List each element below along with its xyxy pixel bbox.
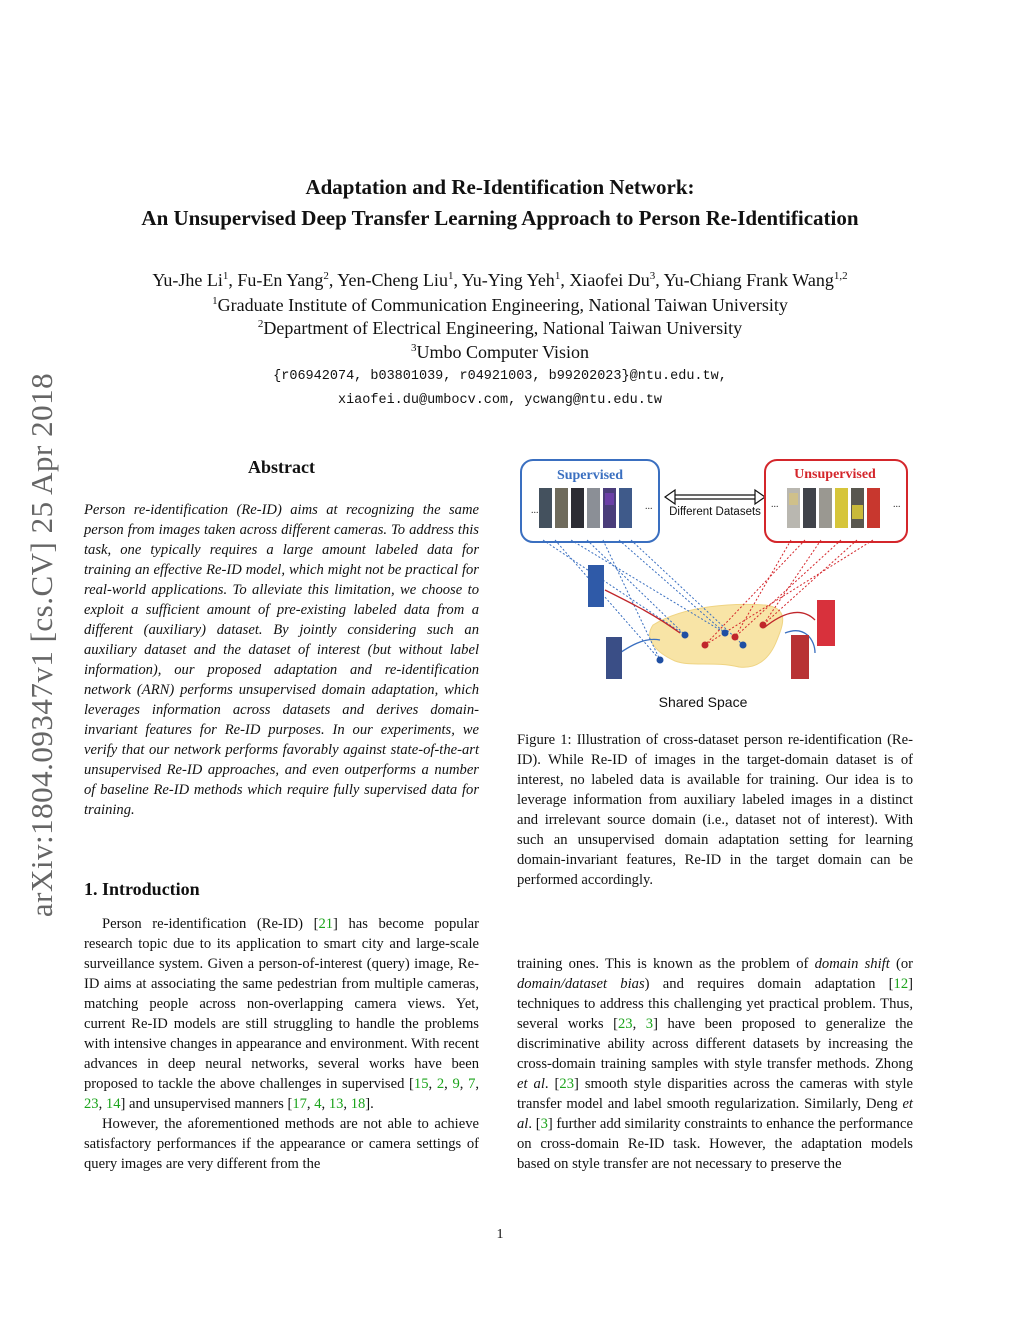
different-datasets-label: Different Datasets <box>669 506 761 518</box>
affiliation-text: Graduate Institute of Communication Engineering, National Taiwan University <box>217 295 788 315</box>
author-affiliation-mark: 3 <box>649 270 656 282</box>
author-name: Yu-Ying Yeh <box>461 270 555 290</box>
author-name: Xiaofei Du <box>569 270 650 290</box>
affiliation-mark: 3 <box>410 342 417 354</box>
paragraph: However, the aforementioned methods are not able to achieve satisfactory performances if the appearance or camera settings of query images are very different from the <box>84 1116 479 1172</box>
email-line-1: {r06942074, b03801039, r04921003, b99202023}@ntu.edu.tw, <box>273 369 727 384</box>
author-name: Fu-En Yang <box>237 270 324 290</box>
ellipsis: ... <box>771 499 779 510</box>
citation-link[interactable]: 21 <box>318 916 334 932</box>
ellipsis: ... <box>531 505 539 516</box>
arxiv-identifier: arXiv:1804.09347v1 [cs.CV] 25 Apr 2018 <box>24 372 59 918</box>
affiliation-3 <box>60 342 940 363</box>
citation-link[interactable]: 9 <box>452 1076 460 1092</box>
paragraph: Person re-identification (Re-ID) [21] has become popular research topic due to its application to smart city and large-scale surveillance system. Given a person-of-interest (query) image, Re-ID aims at associating the same pedestrian from multiple cameras, matching people across non-overlapping camera views. Yet, current Re-ID models are still struggling to handle the problems with intensive changes in appearance and environment. With recent advances in deep neural networks, several works have been proposed to tackle the above challenges in supervised [15, 2, 9, 7, 23, 14] and unsupervised manners [17, 4, 13, 18]. <box>84 916 480 1112</box>
abstract-body: Person re-identification (Re-ID) aims at recognizing the same person from images taken across different cameras. To address this task, one typically requires a large amount labeled data for training an effective Re-ID model, which might not be practical for real-world applications. To alleviate this limitation, we choose to exploit a sufficient amount of pre-existing labeled data from a different (auxiliary) dataset. By jointly considering such an auxiliary dataset and the dataset of interest (but without label information), our proposed adaptation and re-identification network (ARN) performs unsupervised domain adaptation, which leverages information across datasets and derives domain-invariant features for Re-ID purposes. In our experiments, we verify that our network performs favorably against state-of-the-art unsupervised Re-ID approaches, and even outperforms a number of baseline Re-ID methods which require fully supervised data for training. <box>84 502 479 818</box>
arxiv-sidebar <box>22 350 62 940</box>
citation-link[interactable]: 18 <box>350 1096 366 1112</box>
author-affiliation-mark: 1 <box>447 270 454 282</box>
citation-link[interactable]: 14 <box>105 1096 121 1112</box>
author-affiliation-mark: 1 <box>222 270 229 282</box>
citation-link[interactable]: 23 <box>84 1096 99 1112</box>
person-image <box>588 565 604 607</box>
abstract-heading: Abstract <box>248 457 315 477</box>
ellipsis: ... <box>645 501 653 512</box>
citation-link[interactable]: 3 <box>540 1116 548 1132</box>
author-affiliation-mark: 1 <box>554 270 561 282</box>
citation-link[interactable]: 15 <box>413 1076 429 1092</box>
author-name: Yen-Cheng Liu <box>337 270 448 290</box>
citation-link[interactable]: 12 <box>893 976 909 992</box>
email-line-2: xiaofei.du@umbocv.com, ycwang@ntu.edu.tw <box>337 393 663 408</box>
person-image <box>606 637 622 679</box>
supervised-label: Supervised <box>556 468 624 483</box>
author-affiliation-mark: 2 <box>323 270 329 282</box>
author-affiliation-mark: 1,2 <box>833 270 848 282</box>
figure-1-caption: Figure 1: Illustration of cross-dataset person re-identification (Re-ID). While Re-ID of images in the target-domain dataset is of interest, no labeled data is available for training. Our idea is to leverage information from auxiliary labeled images in a distinct and irrelevant source domain (i.e., dataset not of interest). With such an unsupervised domain adaptation setting for learning domain-invariant features, Re-ID in the target domain can be performed accordingly. <box>517 732 913 888</box>
citation-link[interactable]: 3 <box>645 1016 654 1032</box>
right-column-body: training ones. This is known as the problem of domain shift (or domain/dataset bias) and requires domain adaptation [12] techniques to address this challenging yet practical problem. Thus, several works [23, 3] have been proposed to generalize the discriminative ability across different datasets by increasing the cross-domain training samples with style transfer methods. Zhong et al. [23] smooth style disparities across the cameras with style transfer model and label smooth regularization. Similarly, Deng et al. [3] further add similarity constraints to enhance the performance on cross-domain Re-ID task. However, the adaptation models based on style transfer are not necessary to preserve the <box>517 956 914 1172</box>
affiliation-text: Umbo Computer Vision <box>416 342 590 362</box>
figure-illustration <box>515 455 915 717</box>
affiliation-mark: 1 <box>212 295 218 307</box>
author-name: Yu-Chiang Frank Wang <box>663 270 834 290</box>
affiliation-mark: 2 <box>257 318 264 330</box>
paper-title-line2: An Unsupervised Deep Transfer Learning Approach to Person Re-Identification <box>141 206 859 230</box>
ellipsis: ... <box>893 499 901 510</box>
introduction-heading: 1. Introduction <box>84 879 200 899</box>
person-image <box>817 600 835 646</box>
affiliation-text: Department of Electrical Engineering, National Taiwan University <box>263 318 743 338</box>
shared-space-label: Shared Space <box>658 694 748 710</box>
author-name: Yu-Jhe Li <box>152 270 223 290</box>
citation-link[interactable]: 23 <box>617 1016 633 1032</box>
citation-link[interactable]: 23 <box>559 1076 574 1092</box>
citation-link[interactable]: 17 <box>292 1096 307 1112</box>
paper-title-line1: Adaptation and Re-Identification Network: <box>305 175 695 199</box>
citation-link[interactable]: 4 <box>314 1096 322 1112</box>
citation-link[interactable]: 2 <box>436 1076 445 1092</box>
citation-link[interactable]: 7 <box>468 1076 476 1092</box>
figure-1 <box>515 455 915 717</box>
person-image <box>791 635 809 679</box>
page-number: 1 <box>496 1227 504 1242</box>
citation-link[interactable]: 13 <box>328 1096 344 1112</box>
affiliation-1 <box>60 295 940 316</box>
affiliation-2 <box>60 318 940 339</box>
unsupervised-label: Unsupervised <box>794 467 876 482</box>
shared-space-region <box>650 604 783 667</box>
author-list: Yu-Jhe Li$^1$, Fu-En Yang$^2$, Yen-Cheng Liu$^1$, Yu-Ying Yeh$^1$, Xiaofei Du$^3$, Yu-Chiang Frank Wang$^{1,2}$ <box>152 270 848 290</box>
introduction-body <box>84 914 479 1174</box>
